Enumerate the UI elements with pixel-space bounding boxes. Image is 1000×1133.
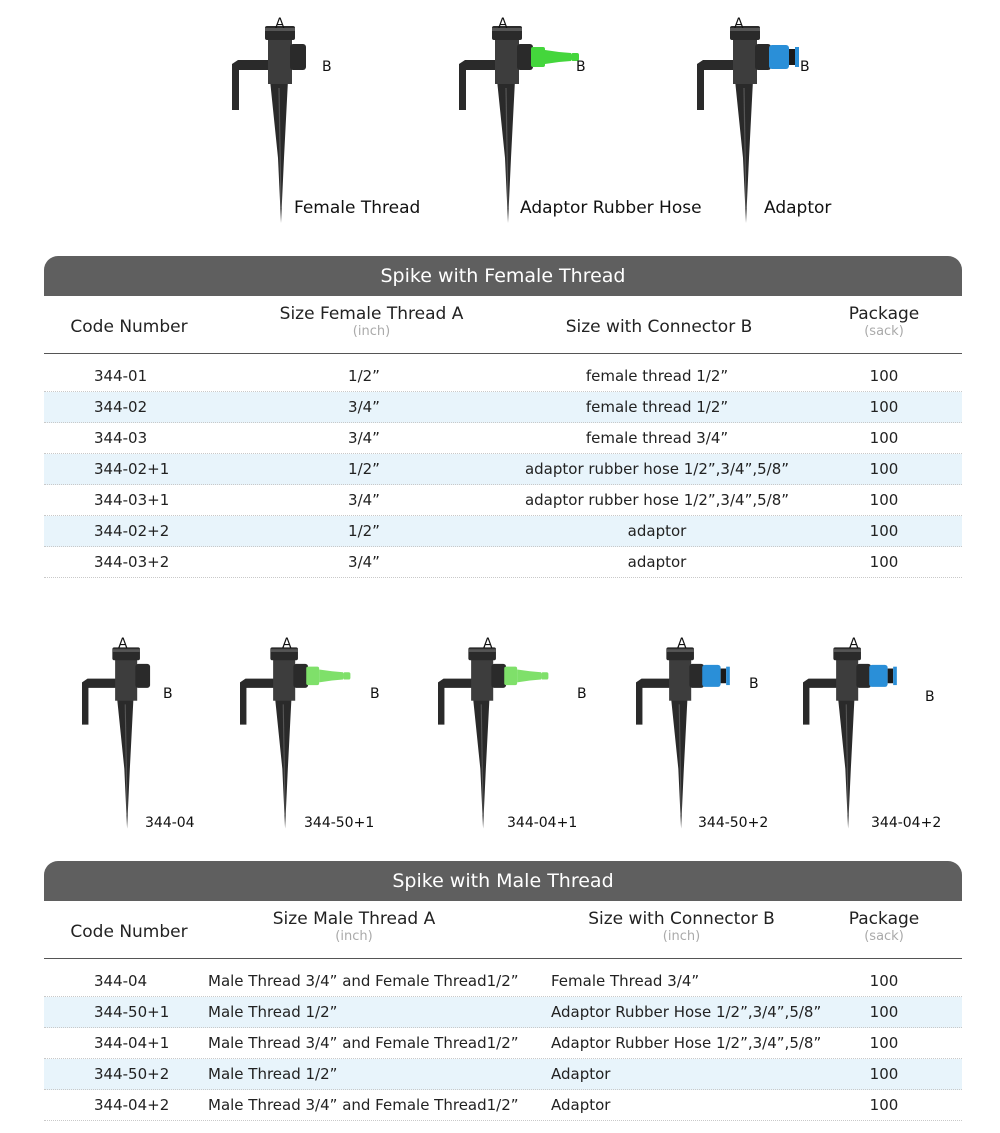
- cell-code: 344-03+1: [94, 491, 170, 509]
- label-a: A: [498, 16, 508, 32]
- section-title: Spike with Male Thread: [44, 861, 962, 901]
- product-figure: [82, 640, 220, 842]
- header-package-unit: (sack): [864, 324, 904, 339]
- product-caption: 344-04: [145, 815, 195, 831]
- cell-size-a: Male Thread 3/4” and Female Thread1/2”: [208, 1096, 519, 1114]
- cell-size-b: adaptor rubber hose 1/2”,3/4”,5/8”: [524, 460, 790, 478]
- label-a: A: [734, 16, 744, 32]
- header-size-a-unit: (inch): [335, 929, 373, 944]
- cell-size-a: Male Thread 3/4” and Female Thread1/2”: [208, 972, 519, 990]
- cell-size-a: 3/4”: [348, 553, 380, 571]
- male-thread-section: [44, 861, 962, 1121]
- product-caption: 344-50+2: [698, 815, 769, 831]
- cell-size-a: 1/2”: [348, 460, 380, 478]
- female-thread-section: [44, 256, 962, 578]
- female-table-body: [44, 361, 962, 578]
- cell-code: 344-04+1: [94, 1034, 170, 1052]
- cell-size-a: Male Thread 1/2”: [208, 1003, 338, 1021]
- label-a: A: [282, 636, 292, 652]
- header-size-a-label: Size Female Thread A: [279, 304, 464, 324]
- cell-size-b: female thread 1/2”: [585, 367, 729, 385]
- header-size-b: [524, 317, 794, 337]
- label-a: A: [118, 636, 128, 652]
- cell-size-a: 1/2”: [348, 522, 380, 540]
- spike-product-image: [240, 640, 378, 838]
- cell-size-a: 3/4”: [348, 398, 380, 416]
- cell-code: 344-01: [94, 367, 148, 385]
- header-package-label: Package: [848, 909, 920, 929]
- spike-product-image: [636, 640, 774, 838]
- table-header: [44, 901, 962, 959]
- cell-size-b: Adaptor: [551, 1065, 611, 1083]
- header-code-label: Code Number: [70, 317, 188, 337]
- cell-package: 100: [869, 1065, 899, 1083]
- header-size-b-label: Size with Connector B: [565, 317, 753, 337]
- header-size-b: [544, 909, 819, 945]
- header-package-unit: (sack): [864, 929, 904, 944]
- cell-size-b: adaptor: [627, 522, 687, 540]
- label-b: B: [163, 686, 173, 702]
- cell-size-b: adaptor rubber hose 1/2”,3/4”,5/8”: [524, 491, 790, 509]
- cell-size-b: Adaptor Rubber Hose 1/2”,3/4”,5/8”: [551, 1034, 822, 1052]
- cell-code: 344-02+2: [94, 522, 170, 540]
- label-a: A: [483, 636, 493, 652]
- table-row: [44, 485, 962, 516]
- cell-code: 344-03: [94, 429, 148, 447]
- table-row: [44, 423, 962, 454]
- table-row: [44, 1059, 962, 1090]
- table-row: [44, 1090, 962, 1121]
- cell-package: 100: [869, 972, 899, 990]
- product-figure: [438, 640, 576, 842]
- cell-size-a: Male Thread 3/4” and Female Thread1/2”: [208, 1034, 519, 1052]
- table-row: [44, 361, 962, 392]
- cell-size-b: female thread 3/4”: [585, 429, 729, 447]
- header-size-a-label: Size Male Thread A: [272, 909, 436, 929]
- label-b: B: [322, 59, 332, 75]
- label-a: A: [677, 636, 687, 652]
- table-header: [44, 296, 962, 354]
- cell-code: 344-03+2: [94, 553, 170, 571]
- cell-code: 344-50+1: [94, 1003, 170, 1021]
- table-row: [44, 997, 962, 1028]
- cell-code: 344-02: [94, 398, 148, 416]
- label-b: B: [925, 689, 935, 705]
- product-caption: 344-04+2: [871, 815, 942, 831]
- product-caption: 344-50+1: [304, 815, 375, 831]
- label-b: B: [577, 686, 587, 702]
- header-code: [44, 922, 214, 942]
- cell-size-b: female thread 1/2”: [585, 398, 729, 416]
- cell-package: 100: [869, 522, 899, 540]
- label-a: A: [275, 16, 285, 32]
- cell-package: 100: [869, 1034, 899, 1052]
- table-row: [44, 516, 962, 547]
- header-package: [829, 304, 939, 340]
- cell-code: 344-02+1: [94, 460, 170, 478]
- label-b: B: [800, 59, 810, 75]
- section-title: Spike with Female Thread: [44, 256, 962, 296]
- table-row: [44, 1028, 962, 1059]
- header-package-label: Package: [848, 304, 920, 324]
- male-table-body: [44, 966, 962, 1121]
- table-row: [44, 966, 962, 997]
- product-caption: Adaptor: [764, 198, 832, 218]
- label-b: B: [576, 59, 586, 75]
- cell-code: 344-04+2: [94, 1096, 170, 1114]
- table-row: [44, 454, 962, 485]
- cell-package: 100: [869, 1003, 899, 1021]
- cell-size-a: Male Thread 1/2”: [208, 1065, 338, 1083]
- product-figure: [240, 640, 378, 842]
- cell-size-b: adaptor: [627, 553, 687, 571]
- spike-product-image: [803, 640, 941, 838]
- label-a: A: [849, 636, 859, 652]
- table-row: [44, 547, 962, 578]
- cell-size-a: 3/4”: [348, 429, 380, 447]
- cell-size-b: Adaptor: [551, 1096, 611, 1114]
- product-caption: Adaptor Rubber Hose: [520, 198, 702, 218]
- product-figure: [803, 640, 941, 842]
- cell-package: 100: [869, 367, 899, 385]
- header-size-b-label: Size with Connector B: [588, 909, 775, 929]
- label-b: B: [370, 686, 380, 702]
- spike-product-image: [82, 640, 220, 838]
- header-size-a: [244, 304, 499, 340]
- cell-package: 100: [869, 553, 899, 571]
- header-package: [829, 909, 939, 945]
- cell-size-b: Female Thread 3/4”: [551, 972, 700, 990]
- cell-package: 100: [869, 429, 899, 447]
- header-code-label: Code Number: [70, 922, 188, 942]
- spike-product-image: [438, 640, 576, 838]
- cell-package: 100: [869, 491, 899, 509]
- cell-size-a: 3/4”: [348, 491, 380, 509]
- cell-package: 100: [869, 398, 899, 416]
- cell-size-b: Adaptor Rubber Hose 1/2”,3/4”,5/8”: [551, 1003, 822, 1021]
- cell-size-a: 1/2”: [348, 367, 380, 385]
- header-size-a-unit: (inch): [352, 324, 391, 339]
- cell-package: 100: [869, 1096, 899, 1114]
- cell-code: 344-50+2: [94, 1065, 170, 1083]
- product-caption: Female Thread: [294, 198, 421, 218]
- header-size-b-unit: (inch): [662, 929, 701, 944]
- cell-package: 100: [869, 460, 899, 478]
- table-row: [44, 392, 962, 423]
- label-b: B: [749, 676, 759, 692]
- product-caption: 344-04+1: [507, 815, 578, 831]
- cell-code: 344-04: [94, 972, 148, 990]
- product-figure: [636, 640, 774, 842]
- header-code: [44, 317, 214, 337]
- header-size-a: [229, 909, 479, 945]
